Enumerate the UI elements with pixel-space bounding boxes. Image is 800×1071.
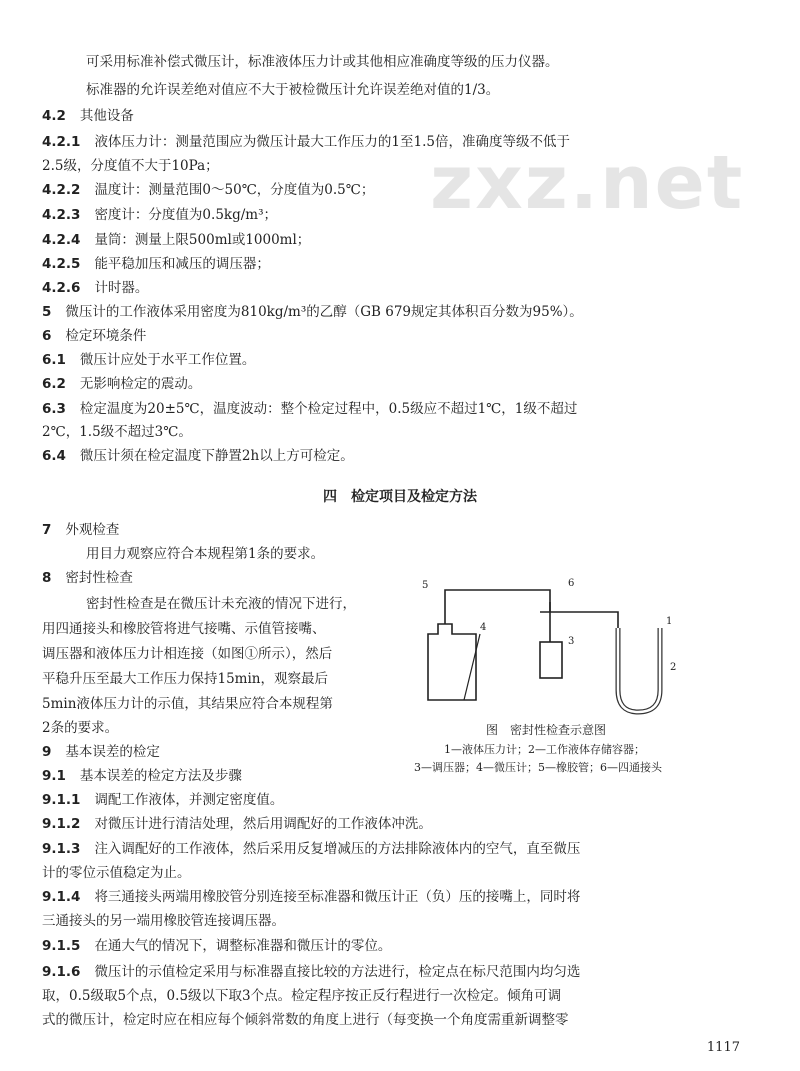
clause-number: 4.2.3 (42, 207, 81, 223)
clause-text: 2.5级，分度值不大于10Pa； (42, 158, 219, 174)
clause-9 (42, 742, 160, 762)
clause-title: 密封性检查 (65, 570, 133, 586)
clause-number: 4.2.6 (42, 280, 81, 296)
clause-9-1-1 (42, 790, 283, 810)
clause-number: 6.3 (42, 401, 66, 417)
clause-text: 取，0.5级取5个点，0.5级以下取3个点。检定程序按正反行程进行一次检定。倾角可调 (42, 988, 562, 1004)
clause-8-body: 2条的要求。 (42, 720, 119, 736)
clause-continuation (42, 1010, 569, 1030)
clause-text: 调配工作液体，并测定密度值。 (94, 792, 284, 808)
clause-number: 6 (42, 328, 52, 344)
clause-text: 2℃，1.5级不超过3℃。 (42, 424, 192, 440)
clause-title: 外观检查 (65, 522, 120, 538)
liquid-pressure-gauge (618, 628, 660, 712)
clause-number: 4.2.5 (42, 256, 81, 272)
clause-continuation (42, 156, 219, 176)
text-line: 标准器的允许误差绝对值应不大于被检微压计允许误差绝对值的1/3。 (86, 82, 500, 98)
clause-6-2 (42, 374, 201, 394)
figure-title: 图 密封性检查示意图 (486, 723, 607, 737)
clause-text: 其他设备 (79, 108, 134, 124)
clause-4-2-4 (42, 230, 310, 250)
clause-text: 检定环境条件 (65, 328, 147, 344)
clause-text: 能平稳加压和减压的调压器； (94, 256, 270, 272)
clause-text: 微压计应处于水平工作位置。 (79, 352, 256, 368)
figure-label-5: 5 (422, 580, 429, 591)
clause-6-1 (42, 350, 255, 370)
clause-text: 检定温度为20±5℃，温度波动：整个检定过程中，0.5级应不超过1℃，1级不超过 (79, 401, 578, 417)
clause-9-1-4 (42, 887, 580, 907)
figure-label-2: 2 (670, 662, 677, 673)
clause-9-1-6 (42, 962, 580, 982)
clause-6 (42, 326, 146, 346)
clause-8-body: 用四通接头和橡胶管将进气接嘴、示值管接嘴、 (42, 621, 326, 637)
clause-9-1-3 (42, 839, 580, 859)
clause-number: 4.2 (42, 108, 66, 124)
clause-text: 计时器。 (94, 280, 149, 296)
clause-number: 9.1.6 (42, 964, 81, 980)
clause-number: 9.1 (42, 768, 66, 784)
section-heading: 四 检定项目及检定方法 (323, 489, 477, 505)
clause-text: 温度计：测量范围0～50℃，分度值为0.5℃； (94, 182, 375, 198)
clause-title: 基本误差的检定 (65, 744, 160, 760)
clause-text: 对微压计进行清洁处理，然后用调配好的工作液体冲洗。 (94, 816, 432, 832)
clause-4-2-6 (42, 278, 148, 298)
micropressure-meter-shape (428, 624, 476, 700)
clause-6-3 (42, 399, 577, 419)
clause-text: 液体压力计：测量范围应为微压计最大工作压力的1至1.5倍，准确度等级不低于 (94, 134, 570, 150)
inclined-tube (464, 634, 480, 700)
clause-8-body: 平稳升压至最大工作压力保持15min，观察最后 (42, 671, 328, 687)
clause-8 (42, 568, 133, 588)
clause-4-2-5 (42, 254, 270, 274)
clause-text: 式的微压计，检定时应在相应每个倾斜常数的角度上进行（每变换一个角度需重新调整零 (42, 1012, 569, 1028)
rubber-tube-5 (445, 590, 550, 624)
figure-legend: 3—调压器；4—微压计；5—橡胶管；6—四通接头 (414, 761, 662, 774)
clause-text: 计的零位示值稳定为止。 (42, 865, 191, 881)
clause-4-2-1 (42, 132, 570, 152)
clause-8-body: 密封性检查是在微压计未充液的情况下进行， (86, 596, 356, 612)
clause-text: 密度计：分度值为0.5kg/m³； (94, 207, 277, 223)
clause-number: 9.1.1 (42, 792, 81, 808)
watermark: zxz.net (430, 140, 745, 226)
clause-number: 4.2.1 (42, 134, 81, 150)
figure-label-3: 3 (568, 636, 575, 647)
sealing-check-diagram (418, 572, 698, 722)
clause-text: 微压计的示值检定采用与标准器直接比较的方法进行，检定点在标尺范围内均匀选 (94, 964, 581, 980)
page-number: 1117 (706, 1040, 740, 1055)
clause-text: 将三通接头两端用橡胶管分别连接至标准器和微压计正（负）压的接嘴上，同时将 (94, 889, 581, 905)
clause-number: 9.1.2 (42, 816, 81, 832)
clause-text: 在通大气的情况下，调整标准器和微压计的零位。 (94, 938, 392, 954)
pressure-regulator (540, 642, 562, 678)
clause-number: 6.1 (42, 352, 66, 368)
clause-7 (42, 520, 119, 540)
clause-number: 9.1.5 (42, 938, 81, 954)
clause-text: 注入调配好的工作液体，然后采用反复增减压的方法排除液体内的空气，直至微压 (94, 841, 581, 857)
clause-number: 7 (42, 522, 52, 538)
clause-8-body: 调压器和液体压力计相连接（如图①所示），然后 (42, 646, 333, 662)
clause-text: 无影响检定的震动。 (79, 376, 202, 392)
clause-number: 9 (42, 744, 52, 760)
clause-number: 5 (42, 304, 52, 320)
clause-text: 量筒：测量上限500ml或1000ml； (94, 232, 311, 248)
clause-number: 6.2 (42, 376, 66, 392)
clause-4-2-2 (42, 180, 374, 200)
clause-number: 4.2.4 (42, 232, 81, 248)
clause-9-1-2 (42, 814, 432, 834)
clause-text: 微压计的工作液体采用密度为810kg/m³的乙醇（GB 679规定其体积百分数为95%）。 (65, 304, 583, 320)
clause-9-1 (42, 766, 242, 786)
clause-8-body: 5min液体压力计的示值，其结果应符合本规程第 (42, 696, 333, 712)
figure-label-1: 1 (666, 616, 673, 627)
clause-6-4 (42, 446, 354, 466)
text-line: 可采用标准补偿式微压计，标准液体压力计或其他相应准确度等级的压力仪器。 (86, 54, 559, 70)
clause-4-2-3 (42, 205, 277, 225)
clause-continuation (42, 422, 192, 442)
clause-continuation (42, 986, 561, 1006)
clause-text: 微压计须在检定温度下静置2h以上方可检定。 (79, 448, 354, 464)
clause-text: 基本误差的检定方法及步骤 (79, 768, 242, 784)
clause-number: 6.4 (42, 448, 66, 464)
clause-continuation (42, 911, 285, 931)
clause-number: 8 (42, 570, 52, 586)
figure-label-6: 6 (568, 578, 575, 589)
figure-label-4: 4 (480, 622, 487, 633)
clause-4-2 (42, 106, 134, 126)
clause-text: 三通接头的另一端用橡胶管连接调压器。 (42, 913, 285, 929)
clause-number: 4.2.2 (42, 182, 81, 198)
clause-continuation (42, 863, 191, 883)
clause-number: 9.1.4 (42, 889, 81, 905)
clause-7-body: 用目力观察应符合本规程第1条的要求。 (86, 546, 325, 562)
clause-number: 9.1.3 (42, 841, 81, 857)
clause-9-1-5 (42, 936, 391, 956)
figure-legend: 1—液体压力计；2—工作液体存储容器； (444, 743, 645, 756)
clause-5 (42, 302, 583, 322)
